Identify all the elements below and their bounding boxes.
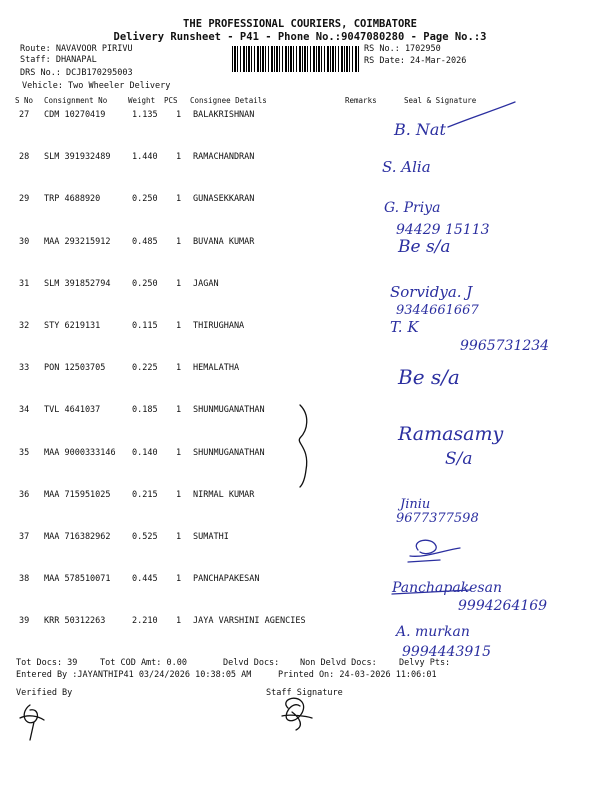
row-weight: 0.250 <box>132 194 158 205</box>
row-weight: 0.115 <box>132 321 158 331</box>
signature-r36-phone: 9677377598 <box>396 511 479 526</box>
row-weight: 0.525 <box>132 532 158 542</box>
row-weight: 0.140 <box>132 447 158 458</box>
row-weight: 0.215 <box>132 489 158 500</box>
signature-r39-name: A. murkan <box>396 624 470 640</box>
row-weight: 1.135 <box>132 110 158 120</box>
printed-on: Printed On: 24-03-2026 11:06:01 <box>278 670 437 680</box>
row-consignee: GUNASEKKARAN <box>193 194 255 205</box>
row-weight: 0.485 <box>132 236 158 247</box>
row-consignee: THIRUGHANA <box>193 321 245 331</box>
row-weight: 0.185 <box>132 405 158 416</box>
row-consignment-no: CDM 10270419 <box>44 110 106 120</box>
row-pcs: 1 <box>176 363 182 374</box>
signature-r35: S/a <box>445 449 473 469</box>
rs-date: RS Date: 24-Mar-2026 <box>364 56 467 66</box>
row-consignment-no: MAA 716382962 <box>44 532 111 542</box>
signature-r32-initials: T. K <box>390 318 419 336</box>
entered-by: Entered By :JAYANTHIP41 03/24/2026 10:38:05 AM <box>16 670 252 680</box>
signature-r36-name: Jiniu <box>400 497 431 512</box>
row-pcs: 1 <box>176 405 182 416</box>
row-sno: 35 <box>19 447 30 458</box>
col-consignment: Consignment No <box>44 96 108 105</box>
row-sno: 27 <box>19 110 30 120</box>
row-sno: 29 <box>19 194 30 205</box>
row-consignee: JAYA VARSHINI AGENCIES <box>193 616 306 627</box>
row-pcs: 1 <box>176 278 182 289</box>
signature-r38-name: Panchapakesan <box>392 580 502 596</box>
row-pcs: 1 <box>176 574 182 585</box>
row-pcs: 1 <box>176 489 182 500</box>
row-pcs: 1 <box>176 152 182 163</box>
vehicle-label: Vehicle: Two Wheeler Delivery <box>22 81 171 91</box>
row-pcs: 1 <box>176 321 182 331</box>
row-consignee: SHUNMUGANATHAN <box>193 405 265 416</box>
non-delivered-docs: Non Delvd Docs: <box>300 658 377 668</box>
row-consignee: BUVANA KUMAR <box>193 236 255 247</box>
verified-by-signature <box>20 705 44 740</box>
row-sno: 32 <box>19 321 30 331</box>
row-pcs: 1 <box>176 447 182 458</box>
row-weight: 0.250 <box>132 278 158 289</box>
bracket-mark <box>299 405 306 487</box>
row-consignment-no: SLM 391852794 <box>44 278 111 289</box>
row-consignee: PANCHAPAKESAN <box>193 574 260 585</box>
row-sno: 38 <box>19 574 30 585</box>
rs-number: RS No.: 1702950 <box>364 44 441 54</box>
runsheet-subtitle: Delivery Runsheet - P41 - Phone No.:9047080280 - Page No.:3 <box>113 31 487 43</box>
row-consignment-no: KRR 50312263 <box>44 616 106 627</box>
route-label: Route: NAVAVOOR PIRIVU <box>20 44 133 54</box>
signature-r30: Be s/a <box>398 237 451 257</box>
col-sno: S No <box>15 96 34 105</box>
staff-label: Staff: DHANAPAL <box>20 55 97 65</box>
total-docs: Tot Docs: 39 <box>16 658 78 668</box>
signature-r32-phone: 9965731234 <box>460 338 550 354</box>
col-remarks: Remarks <box>345 96 377 105</box>
row-consignment-no: TVL 4641037 <box>44 405 101 416</box>
row-consignee: SUMATHI <box>193 532 229 542</box>
signature-r33: Be s/a <box>398 365 460 389</box>
row-sno: 34 <box>19 405 30 416</box>
row-consignee: HEMALATHA <box>193 363 240 374</box>
signature-r31-name: Sorvidya. J <box>390 283 473 301</box>
total-cod-amount: Tot COD Amt: 0.00 <box>100 658 187 668</box>
row-pcs: 1 <box>176 616 182 627</box>
staff-signature-mark <box>282 698 312 730</box>
row-consignee: NIRMAL KUMAR <box>193 489 255 500</box>
signature-r27-stroke <box>448 102 515 127</box>
row-weight: 0.225 <box>132 363 158 374</box>
row-pcs: 1 <box>176 110 182 120</box>
row-weight: 1.440 <box>132 152 158 163</box>
row-consignee: JAGAN <box>193 278 219 289</box>
row-consignee: RAMACHANDRAN <box>193 152 255 163</box>
row-weight: 0.445 <box>132 574 158 585</box>
verified-by-label: Verified By <box>16 688 73 698</box>
row-consignment-no: TRP 4688920 <box>44 194 101 205</box>
signature-r28: S. Alia <box>382 158 431 176</box>
signature-r34: Ramasamy <box>398 423 504 445</box>
row-consignment-no: SLM 391932489 <box>44 152 111 163</box>
row-sno: 30 <box>19 236 30 247</box>
row-consignment-no: STY 6219131 <box>44 321 101 331</box>
row-consignment-no: MAA 715951025 <box>44 489 111 500</box>
row-consignee: SHUNMUGANATHAN <box>193 447 265 458</box>
staff-signature-label: Staff Signature <box>266 688 343 698</box>
signature-r39-phone: 9994443915 <box>402 644 492 660</box>
row-sno: 28 <box>19 152 30 163</box>
drs-number: DRS No.: DCJB170295003 <box>20 68 133 78</box>
signature-r29-name: G. Priya <box>384 200 441 216</box>
delivery-points: Delvy Pts: <box>399 658 451 668</box>
row-sno: 31 <box>19 278 30 289</box>
row-pcs: 1 <box>176 236 182 247</box>
row-sno: 39 <box>19 616 30 627</box>
row-consignment-no: MAA 293215912 <box>44 236 111 247</box>
row-consignee: BALAKRISHNAN <box>193 110 255 120</box>
signature-r29-phone: 94429 15113 <box>396 222 490 238</box>
signature-r27: B. Nat <box>394 120 446 139</box>
col-weight: Weight <box>128 96 156 105</box>
row-sno: 37 <box>19 532 30 542</box>
row-sno: 36 <box>19 489 30 500</box>
row-pcs: 1 <box>176 532 182 542</box>
row-consignment-no: MAA 9000333146 <box>44 447 116 458</box>
col-seal-signature: Seal & Signature <box>404 96 477 105</box>
col-pcs: PCS <box>164 96 178 105</box>
col-consignee: Consignee Details <box>190 96 267 105</box>
signature-r38-phone: 9994264169 <box>458 598 548 614</box>
company-title: THE PROFESSIONAL COURIERS, COIMBATORE <box>183 18 417 30</box>
row-weight: 2.210 <box>132 616 158 627</box>
row-sno: 33 <box>19 363 30 374</box>
delivered-docs: Delvd Docs: <box>223 658 280 668</box>
signature-r37 <box>408 540 460 562</box>
row-pcs: 1 <box>176 194 182 205</box>
signature-r31-phone: 9344661667 <box>396 303 479 318</box>
row-consignment-no: PON 12503705 <box>44 363 106 374</box>
row-consignment-no: MAA 578510071 <box>44 574 111 585</box>
